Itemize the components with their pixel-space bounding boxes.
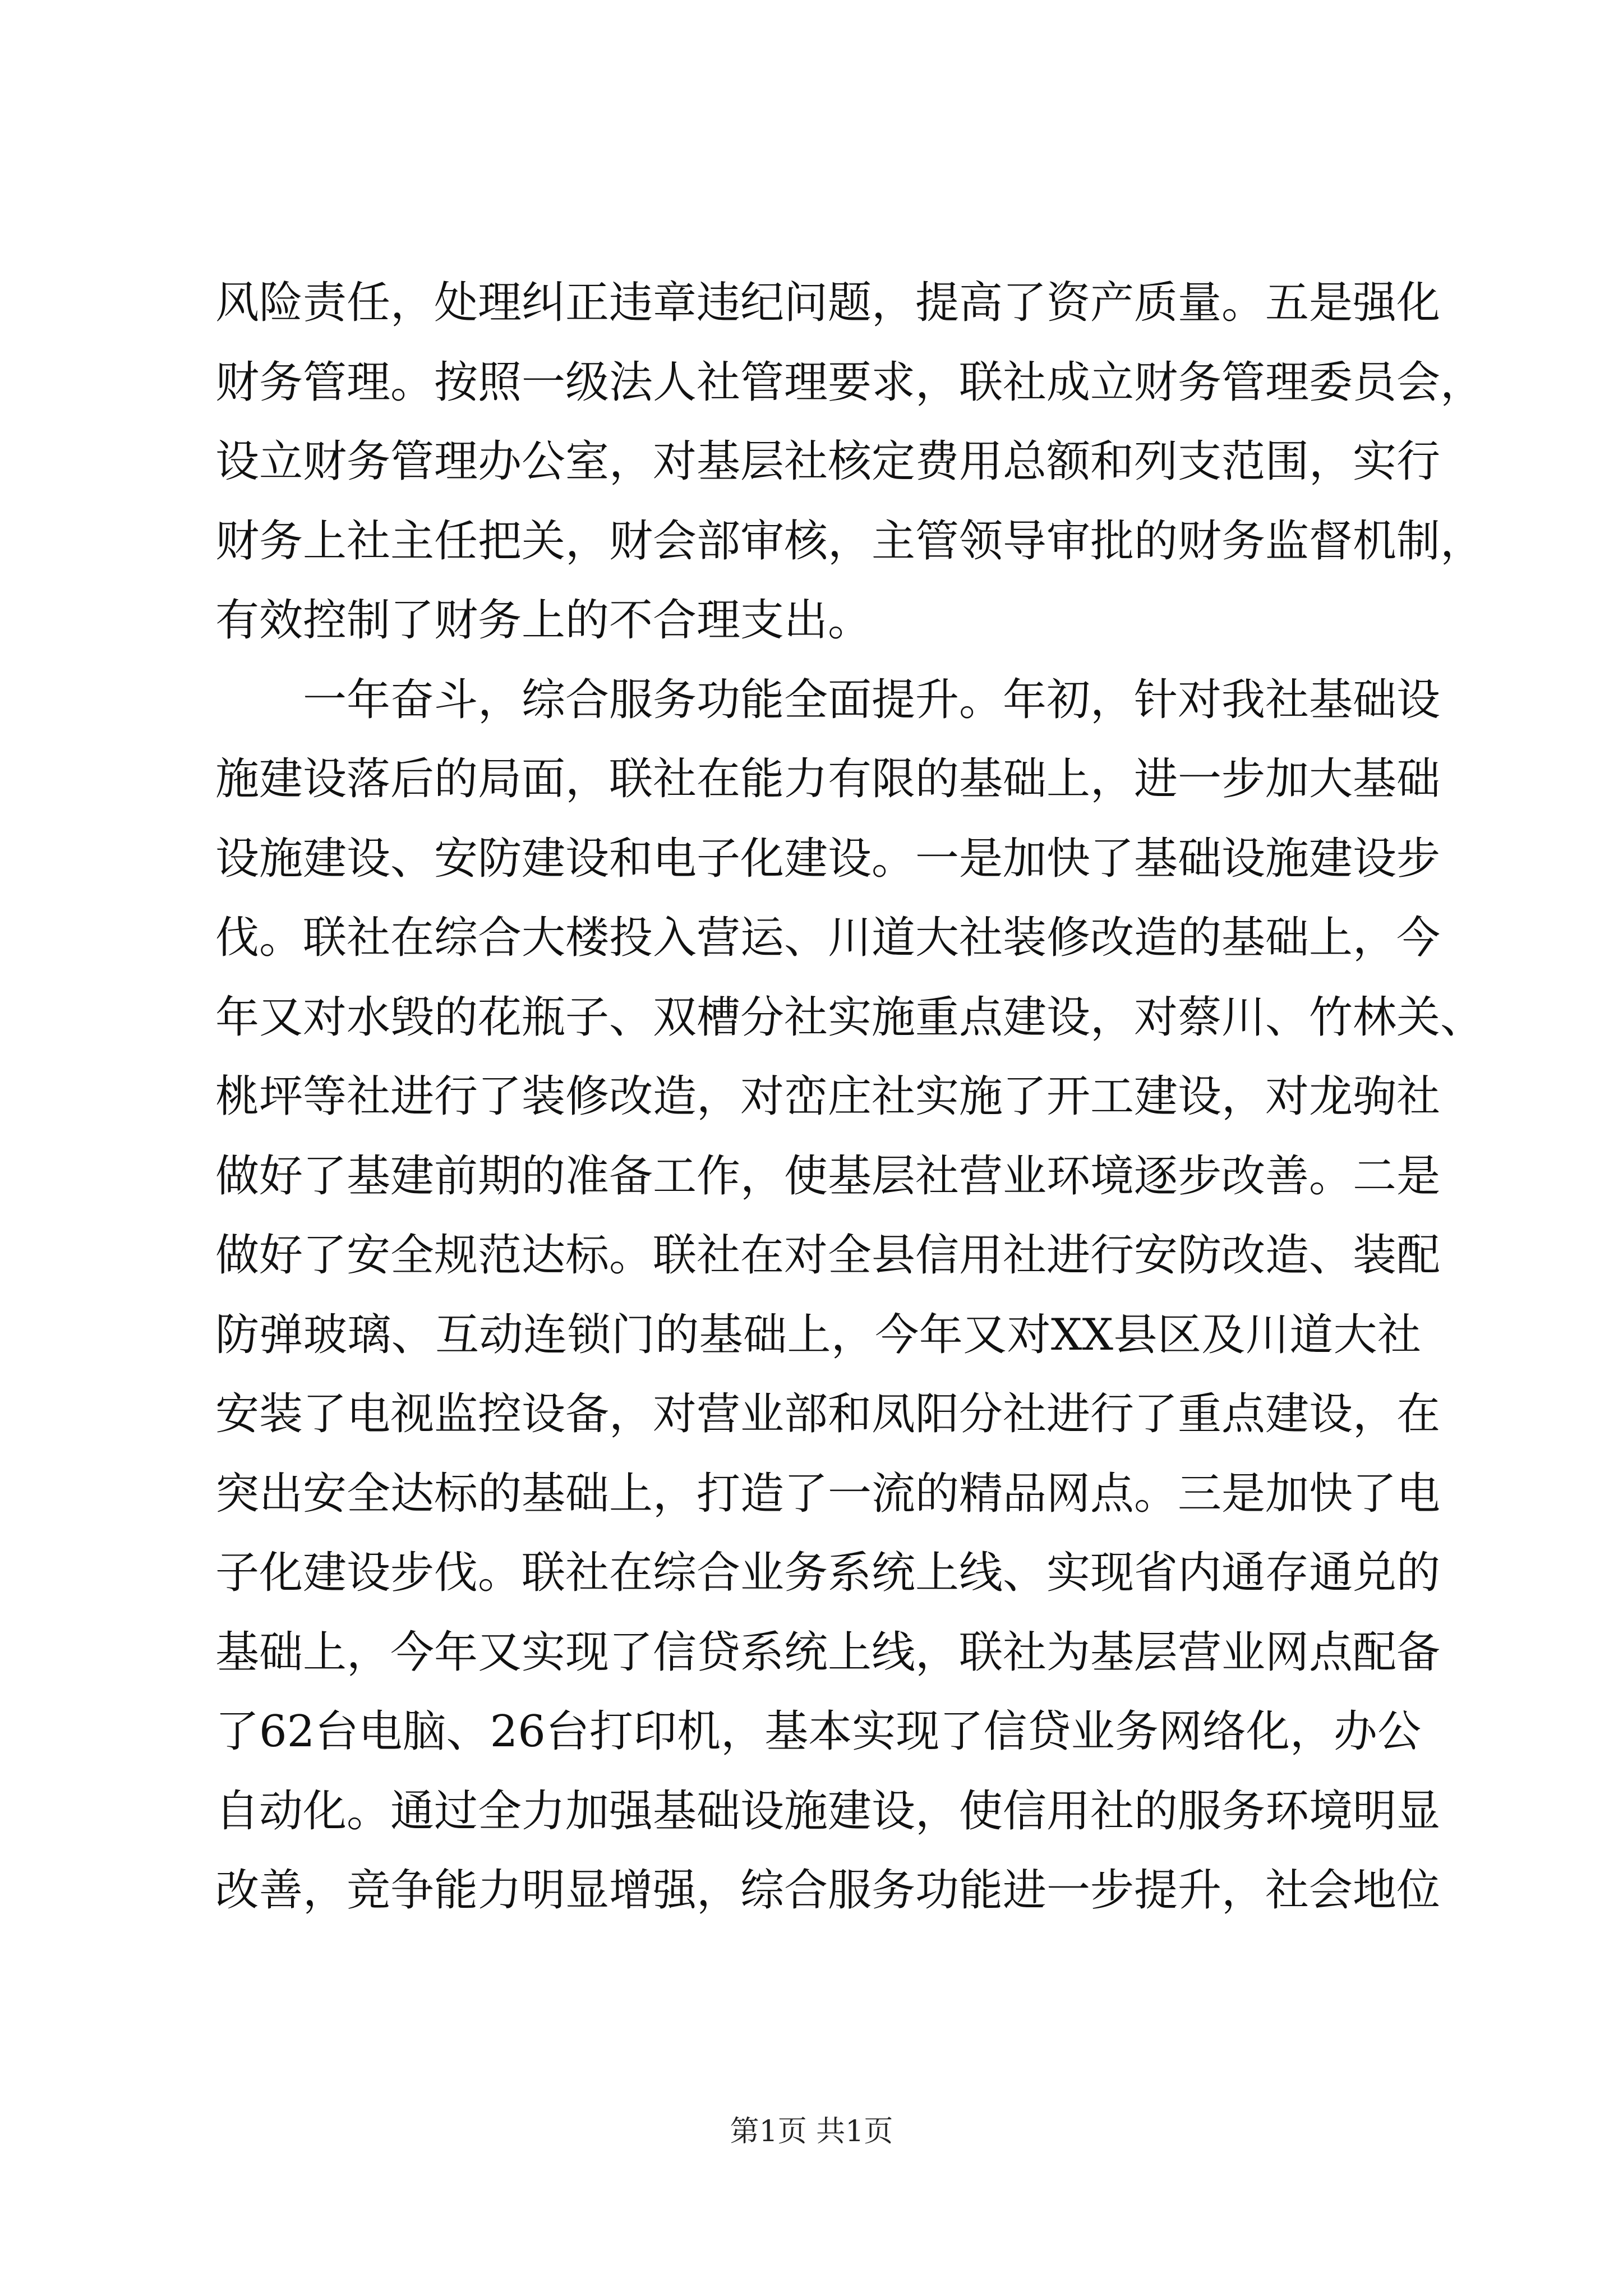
text-line: 突出安全达标的基础上，打造了一流的精品网点。三是加快了电 <box>215 1468 1441 1519</box>
text-line: 防弹玻璃、互动连锁门的基础上，今年又对XX县区及川道大社 <box>215 1309 1421 1360</box>
text-line: 安装了电视监控设备，对营业部和凤阳分社进行了重点建设，在 <box>215 1389 1441 1439</box>
page-footer: 第1页 共1页 <box>730 2115 893 2148</box>
text-line: 做好了安全规范达标。联社在对全县信用社进行安防改造、装配 <box>215 1230 1441 1281</box>
text-line: 有效控制了财务上的不合理支出。 <box>215 595 872 646</box>
text-line: 做好了基建前期的准备工作，使基层社营业环境逐步改善。二是 <box>215 1151 1441 1202</box>
text-line: 财务上社主任把关，财会部审核，主管领导审批的财务监督机制， <box>215 516 1484 567</box>
text-line: 伐。联社在综合大楼投入营运、川道大社装修改造的基础上，今 <box>215 913 1441 963</box>
text-line: 了62台电脑、26台打印机，基本实现了信贷业务网络化，办公 <box>215 1706 1421 1757</box>
text-line: 桃坪等社进行了装修改造，对峦庄社实施了开工建设，对龙驹社 <box>215 1071 1441 1122</box>
text-line: 基础上，今年又实现了信贷系统上线，联社为基层营业网点配备 <box>215 1627 1441 1678</box>
text-line: 财务管理。按照一级法人社管理要求，联社成立财务管理委员会， <box>215 357 1484 408</box>
text-line: 设立财务管理办公室，对基层社核定费用总额和列支范围，实行 <box>215 436 1441 487</box>
text-line: 子化建设步伐。联社在综合业务系统上线、实现省内通存通兑的 <box>215 1548 1441 1598</box>
text-line: 年又对水毁的花瓶子、双槽分社实施重点建设，对蔡川、竹林关、 <box>215 992 1484 1043</box>
paragraph-first-line: 一年奋斗，综合服务功能全面提升。年初，针对我社基础设 <box>303 674 1441 725</box>
text-line: 改善，竞争能力明显增强，综合服务功能进一步提升，社会地位 <box>215 1865 1441 1916</box>
text-line: 风险责任，处理纠正违章违纪问题，提高了资产质量。五是强化 <box>215 278 1441 328</box>
body-text <box>215 264 1484 1931</box>
text-line: 施建设落后的局面，联社在能力有限的基础上，进一步加大基础 <box>215 754 1441 804</box>
text-line: 设施建设、安防建设和电子化建设。一是加快了基础设施建设步 <box>215 833 1441 884</box>
text-line: 自动化。通过全力加强基础设施建设，使信用社的服务环境明显 <box>215 1786 1441 1837</box>
